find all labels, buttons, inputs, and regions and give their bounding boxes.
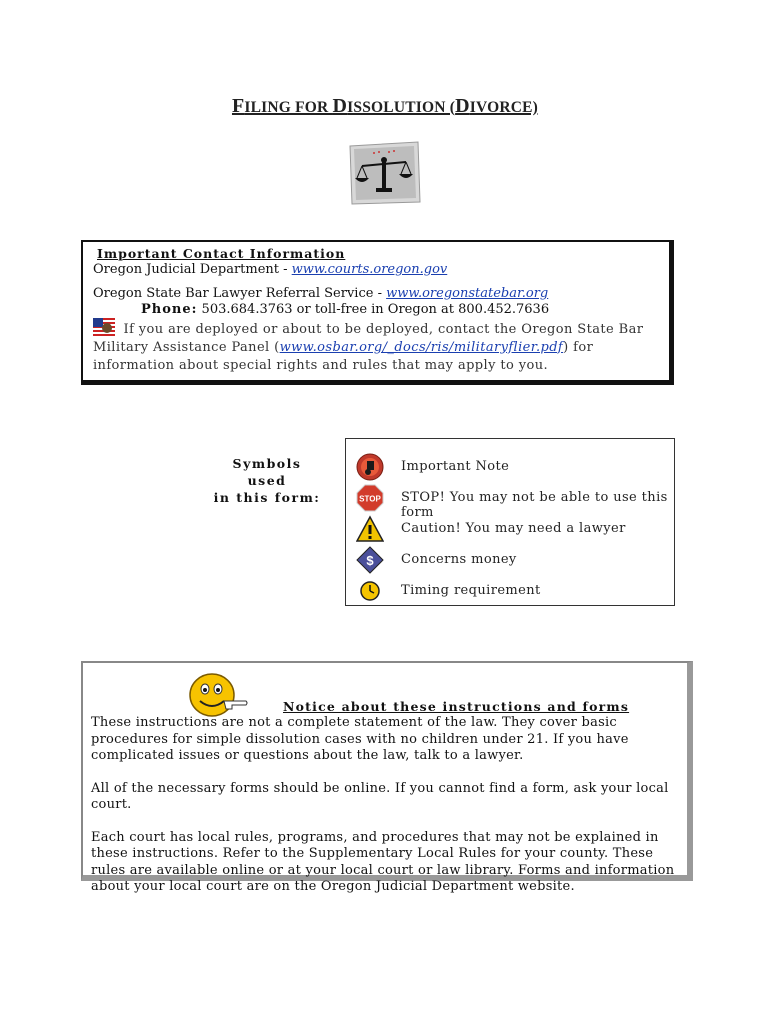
symbol-row-stop: STOP STOP! You may not be able to use this form xyxy=(346,482,676,512)
symbols-legend-box xyxy=(345,438,675,606)
ojd-line: Oregon Judicial Department - www.courts.oregon.gov xyxy=(93,262,448,277)
notice-paragraph: These instructions are not a complete statement of the law. They cover basic procedures for simple dissolution cases with no children under 21. If you have complicated issues or questions about the law, talk to a lawyer. xyxy=(91,715,629,763)
clock-icon xyxy=(356,577,384,605)
military-flag-icon xyxy=(93,318,115,336)
scales-of-justice-icon xyxy=(346,140,422,206)
important-note-icon xyxy=(356,453,384,481)
pointing-smiley-icon xyxy=(188,671,250,719)
symbol-row-caution: Caution! You may need a lawyer xyxy=(346,513,676,543)
stop-sign-icon xyxy=(356,484,384,512)
caution-icon xyxy=(356,515,384,543)
svg-text:$: $ xyxy=(366,553,374,568)
ojd-link[interactable]: www.courts.oregon.gov xyxy=(291,262,448,277)
contact-header: Important Contact Information xyxy=(97,246,346,261)
svg-text:STOP: STOP xyxy=(359,494,381,504)
notice-paragraph: All of the necessary forms should be online. If you cannot find a form, ask your local court. xyxy=(91,780,669,812)
symbol-row-timing: Timing requirement xyxy=(346,575,676,605)
symbol-row-important: Important Note xyxy=(346,451,676,481)
phone-line: Phone: 503.684.3763 or toll-free in Oregon at 800.452.7636 xyxy=(141,302,550,317)
notice-body xyxy=(91,715,681,912)
symbol-row-money: $ Concerns money xyxy=(346,544,676,574)
military-link[interactable]: www.osbar.org/_docs/ris/militaryflier.pdf xyxy=(279,340,564,355)
notice-paragraph: Each court has local rules, programs, and procedures that may not be explained in these instructions. Refer to the Supplementary Local Rules for your county. These rules are available online or at your local court or law library. Forms and information about your local court are on the Oregon Judicial Department website. xyxy=(91,829,675,894)
notice-header: Notice about these instructions and forms xyxy=(283,699,630,714)
osb-link[interactable]: www.oregonstatebar.org xyxy=(386,286,549,301)
contact-info-box xyxy=(81,240,674,385)
page-title: FILING FOR DISSOLUTION (DIVORCE) xyxy=(231,95,539,117)
money-icon xyxy=(356,546,384,574)
symbols-label: Symbols used in this form: xyxy=(213,456,321,505)
osb-line: Oregon State Bar Lawyer Referral Service - www.oregonstatebar.org xyxy=(93,286,549,301)
notice-box xyxy=(81,661,693,894)
military-note: If you are deployed or about to be deployed, contact the Oregon State Bar Military Assistance Panel (www.osbar.org/_docs/ris/militaryflier.pdf) for information about special rights and rules that may apply to you. xyxy=(93,318,659,375)
